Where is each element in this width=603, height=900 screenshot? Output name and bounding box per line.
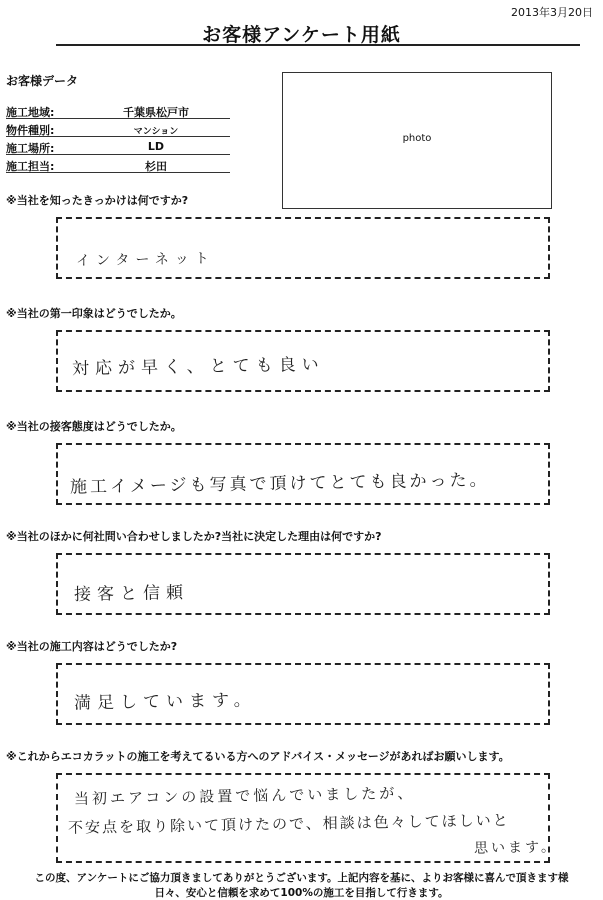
answer-5: 満足しています。 [73, 690, 257, 714]
answer-4: 接客と信頼 [73, 582, 190, 606]
photo-label: photo [402, 133, 432, 144]
question-2: ※当社の第一印象はどうでしたか。 [6, 307, 182, 320]
row-label: 施工場所: [6, 142, 55, 155]
question-4: ※当社のほかに何社問い合わせしましたか?当社に決定した理由は何ですか? [6, 530, 382, 543]
row-value: マンション [133, 127, 179, 137]
title-underline [56, 44, 580, 46]
customer-data-heading: お客様データ [6, 74, 79, 88]
answer-box-2 [56, 330, 550, 392]
customer-row-property-type [6, 121, 230, 137]
customer-row-location [6, 139, 230, 155]
customer-row-area [6, 103, 230, 119]
row-value: 杉田 [145, 160, 167, 173]
survey-date: 2013年3月20日 [511, 6, 593, 19]
footer-line-2: 日々、安心と信頼を求めて100%の施工を目指して行きます。 [154, 887, 449, 899]
answer-box-6 [56, 773, 559, 863]
row-label: 施工地域: [6, 106, 55, 119]
row-value: LD [147, 140, 165, 153]
row-underline [6, 154, 230, 155]
question-5: ※当社の施工内容はどうでしたか? [6, 640, 178, 653]
page-title: お客様アンケート用紙 [202, 24, 401, 46]
question-1: ※当社を知ったきっかけは何ですか? [6, 194, 189, 207]
row-value: 千葉県松戸市 [123, 106, 189, 119]
footer-line-1: この度、アンケートにご協力頂きましてありがとうございます。上記内容を基に、よりお客様に喜んで頂きます様 [34, 872, 569, 884]
answer-box-5 [56, 663, 550, 725]
answer-6-line-1: 当初エアコンの設置で悩んでいましたが、 [73, 784, 416, 808]
row-underline [6, 136, 230, 137]
photo-placeholder [282, 72, 552, 209]
answer-3: 施工イメージも写真で頂けてとても良かった。 [69, 470, 490, 498]
row-underline [6, 118, 230, 119]
answer-box-3 [56, 443, 550, 505]
answer-box-1 [56, 217, 550, 279]
answer-6-line-2: 不安点を取り除いて頂けたので、相談は色々してほしいと [67, 811, 510, 837]
row-label: 物件種別: [6, 124, 55, 137]
question-6: ※これからエコカラットの施工を考えてるいる方へのアドバイス・メッセージがあればお願いします。 [6, 750, 510, 763]
row-label: 施工担当: [6, 160, 55, 173]
answer-1: インターネット [75, 250, 215, 270]
question-3: ※当社の接客態度はどうでしたか。 [6, 420, 182, 433]
row-underline [6, 172, 230, 173]
answer-2: 対応が早く、とても良い [71, 354, 325, 380]
customer-row-staff [6, 157, 230, 173]
answer-box-4 [56, 553, 550, 615]
answer-6-line-3: 思います。 [473, 839, 559, 857]
